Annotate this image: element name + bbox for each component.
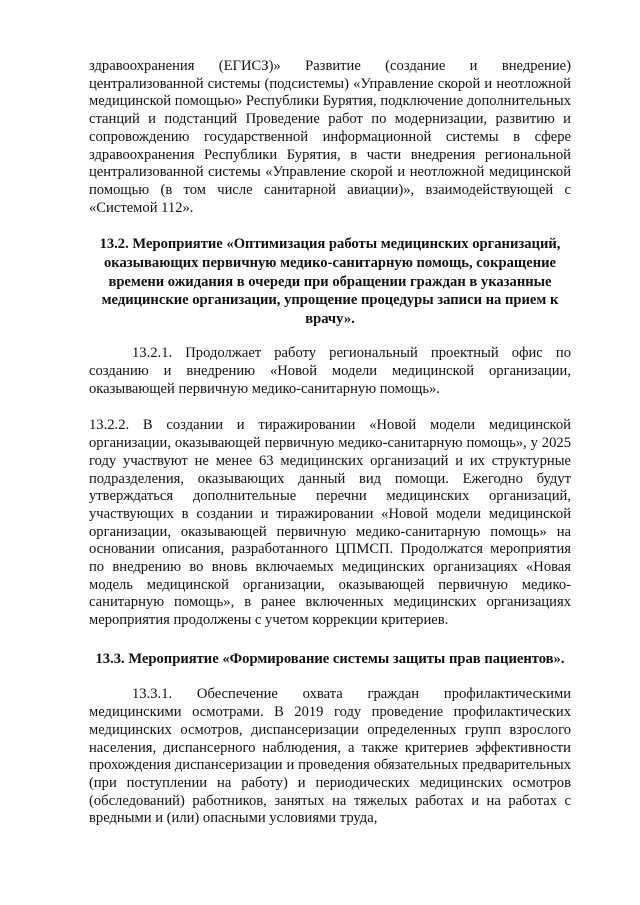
- paragraph-13-3-1: 13.3.1. Обеспечение охвата граждан профилактическими медицинскими осмотрами. В 2019 году проведение профилактических медицинских осмотров, диспансеризации определенных групп взрослого населения, диспансерного наблюдения, а также критериев эффективности прохождения диспансеризации и проведения обязательных предварительных (при поступлении на работу) и периодических медицинских осмотров (обследований) работников, занятых на тяжелых работах и на работах с вредными и (или) опасными условиями труда,: [89, 686, 571, 827]
- document-page: [89, 58, 571, 828]
- spacer: [89, 630, 571, 650]
- spacer: [89, 217, 571, 235]
- paragraph-intro: здравоохранения (ЕГИСЗ)» Развитие (создание и внедрение) централизованной системы (подсистемы) «Управление скорой и неотложной медицинской помощью» Республики Бурятия, подключение дополнительных станций и подстанций Проведение работ по модернизации, развитию и сопровождению государственной информационной системы в сфере здравоохранения Республики Бурятия, в части внедрения региональной централизованной системы «Управление скорой и неотложной медицинской помощью (в том числе санитарной авиации)», взаимодействующей с «Системой 112».: [89, 58, 571, 216]
- paragraph-13-2-1: 13.2.1. Продолжает работу региональный проектный офис по созданию и внедрению «Новой модели медицинской организации, оказывающей первичную медико-санитарную помощь».: [89, 345, 571, 397]
- section-heading-13-3: 13.3. Мероприятие «Формирование системы защиты прав пациентов».: [95, 650, 565, 667]
- paragraph-13-2-2: 13.2.2. В создании и тиражировании «Новой модели медицинской организации, оказывающей первичную медико-санитарную помощь», у 2025 году участвуют не менее 63 медицинских организаций и их структурные подразделения, оказывающих данный вид помощи. Ежегодно будут утверждаться дополнительные перечни медицинских организаций, участвующих в создании и тиражировании «Новой модели медицинской организации, оказывающей первичную медико-санитарную помощь» на основании описания, разработанного ЦПМСП. Продолжатся мероприятия по внедрению во вновь включаемых медицинских организациях «Новая модель медицинской организации, оказывающей первичную медико-санитарную помощь», в ранее включенных медицинских организациях мероприятия продолжены с учетом коррекции критериев.: [89, 417, 571, 629]
- spacer: [89, 668, 571, 686]
- section-heading-13-2: 13.2. Мероприятие «Оптимизация работы медицинских организаций, оказывающих первичную медико-санитарную помощь, сокращение времени ожидания в очереди при обращении граждан в указанные медицинские организации, упрощение процедуры записи на прием к врачу».: [99, 236, 561, 327]
- spacer: [89, 398, 571, 417]
- spacer: [89, 328, 571, 345]
